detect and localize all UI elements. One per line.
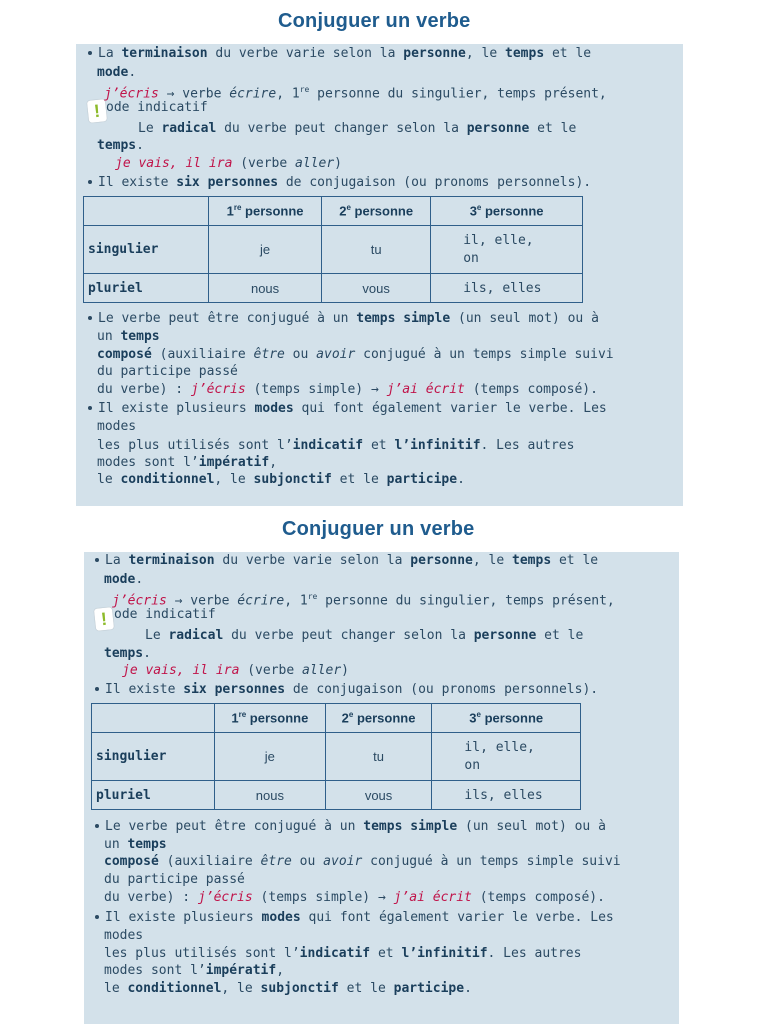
cell-tu: tu — [322, 226, 431, 274]
cell-ils-elles: ils, elles — [431, 274, 583, 303]
bullet-dot — [88, 51, 92, 55]
example-ecrire: j’écris → verbe écrire, 1re personne du singulier, temps présent, — [104, 85, 607, 102]
col-3e-personne: 3e personne — [432, 704, 581, 733]
table-corner — [84, 197, 209, 226]
page-title-bottom: Conjuguer un verbe — [282, 518, 475, 540]
bullet-temps-simple-cont4: du verbe) : j’écris (temps simple) → j’ai écrit (temps composé). — [97, 382, 598, 397]
bullet-dot — [95, 687, 99, 691]
col-2e-personne: 2e personne — [325, 704, 432, 733]
bullet-modes-cont2: les plus utilisés sont l’indicatif et l’infinitif. Les autres — [104, 946, 582, 961]
bullet-modes: Il existe plusieurs modes qui font également varier le verbe. Les — [88, 400, 607, 418]
cell-ils-elles: ils, elles — [432, 781, 581, 810]
example-mode-indicatif: ode indicatif — [106, 100, 208, 115]
bullet-terminaison-cont: mode. — [104, 572, 144, 587]
bullet-temps-simple-cont4: du verbe) : j’écris (temps simple) → j’ai écrit (temps composé). — [104, 890, 605, 905]
bullet-modes-cont3: modes sont l’impératif, — [97, 455, 278, 470]
conjugation-table-bottom — [91, 703, 581, 810]
bullet-temps-simple: Le verbe peut être conjugué à un temps simple (un seul mot) ou à — [88, 310, 599, 328]
cell-il-elle-on: il, elle, on — [431, 226, 583, 274]
bullet-terminaison: La terminaison du verbe varie selon la personne, le temps et le — [88, 45, 591, 63]
bullet-temps-simple-cont2: composé (auxiliaire être ou avoir conjugué à un temps simple suivi — [104, 854, 621, 869]
bullet-temps-simple-cont1: un temps — [104, 837, 167, 852]
bullet-temps-simple-cont3: du participe passé — [97, 364, 238, 379]
conjugation-table-top — [83, 196, 583, 303]
cell-nous: nous — [209, 274, 322, 303]
example-mode-indicatif: ode indicatif — [114, 607, 216, 622]
col-1re-personne: 1re personne — [209, 197, 322, 226]
table-corner — [92, 704, 215, 733]
bullet-temps-simple-cont1: un temps — [97, 329, 160, 344]
bullet-terminaison-cont: mode. — [97, 65, 137, 80]
cell-vous: vous — [325, 781, 432, 810]
bullet-temps-simple-cont3: du participe passé — [104, 872, 245, 887]
row-label-pluriel: pluriel — [92, 781, 215, 810]
cell-vous: vous — [322, 274, 431, 303]
bullet-modes-cont4: le conditionnel, le subjonctif et le participe. — [97, 472, 465, 487]
bullet-terminaison: La terminaison du verbe varie selon la personne, le temps et le — [95, 552, 598, 570]
row-label-singulier: singulier — [92, 733, 215, 781]
row-label-pluriel: pluriel — [84, 274, 209, 303]
col-1re-personne: 1re personne — [215, 704, 326, 733]
bullet-dot — [88, 316, 92, 320]
page-title-top: Conjuguer un verbe — [278, 10, 471, 32]
bullet-dot — [95, 915, 99, 919]
cell-je: je — [215, 733, 326, 781]
table-row-pluriel — [92, 781, 581, 810]
table-row-singulier — [84, 226, 583, 274]
bullet-modes-cont3: modes sont l’impératif, — [104, 963, 285, 978]
bullet-six-personnes: Il existe six personnes de conjugaison (ou pronoms personnels). — [88, 174, 591, 192]
bullet-modes-cont1: modes — [104, 928, 144, 943]
bullet-modes-cont2: les plus utilisés sont l’indicatif et l’infinitif. Les autres — [97, 438, 575, 453]
bullet-dot — [88, 180, 92, 184]
bullet-modes: Il existe plusieurs modes qui font également varier le verbe. Les — [95, 909, 614, 927]
note-radical: Le radical du verbe peut changer selon la personne et le — [145, 628, 584, 643]
bullet-dot — [95, 824, 99, 828]
bullet-temps-simple-cont2: composé (auxiliaire être ou avoir conjugué à un temps simple suivi — [97, 347, 614, 362]
bullet-dot — [95, 558, 99, 562]
table-row-pluriel — [84, 274, 583, 303]
table-row-singulier — [92, 733, 581, 781]
bullet-modes-cont4: le conditionnel, le subjonctif et le participe. — [104, 981, 472, 996]
cell-tu: tu — [325, 733, 432, 781]
table-header-row — [92, 704, 581, 733]
col-2e-personne: 2e personne — [322, 197, 431, 226]
note-radical-cont: temps. — [97, 138, 144, 153]
bullet-modes-cont1: modes — [97, 419, 137, 434]
note-radical-cont: temps. — [104, 646, 151, 661]
warning-icon: ! — [94, 607, 114, 631]
bullet-six-personnes: Il existe six personnes de conjugaison (ou pronoms personnels). — [95, 681, 598, 699]
cell-je: je — [209, 226, 322, 274]
cell-il-elle-on: il, elle, on — [432, 733, 581, 781]
bullet-temps-simple: Le verbe peut être conjugué à un temps simple (un seul mot) ou à — [95, 818, 606, 836]
row-label-singulier: singulier — [84, 226, 209, 274]
example-aller: je vais, il ira (verbe aller) — [115, 156, 342, 171]
example-ecrire: j’écris → verbe écrire, 1re personne du singulier, temps présent, — [112, 592, 615, 609]
example-aller: je vais, il ira (verbe aller) — [122, 663, 349, 678]
table-header-row — [84, 197, 583, 226]
col-3e-personne: 3e personne — [431, 197, 583, 226]
cell-nous: nous — [215, 781, 326, 810]
bullet-dot — [88, 406, 92, 410]
warning-icon: ! — [87, 99, 107, 123]
note-radical: Le radical du verbe peut changer selon la personne et le — [138, 121, 577, 136]
